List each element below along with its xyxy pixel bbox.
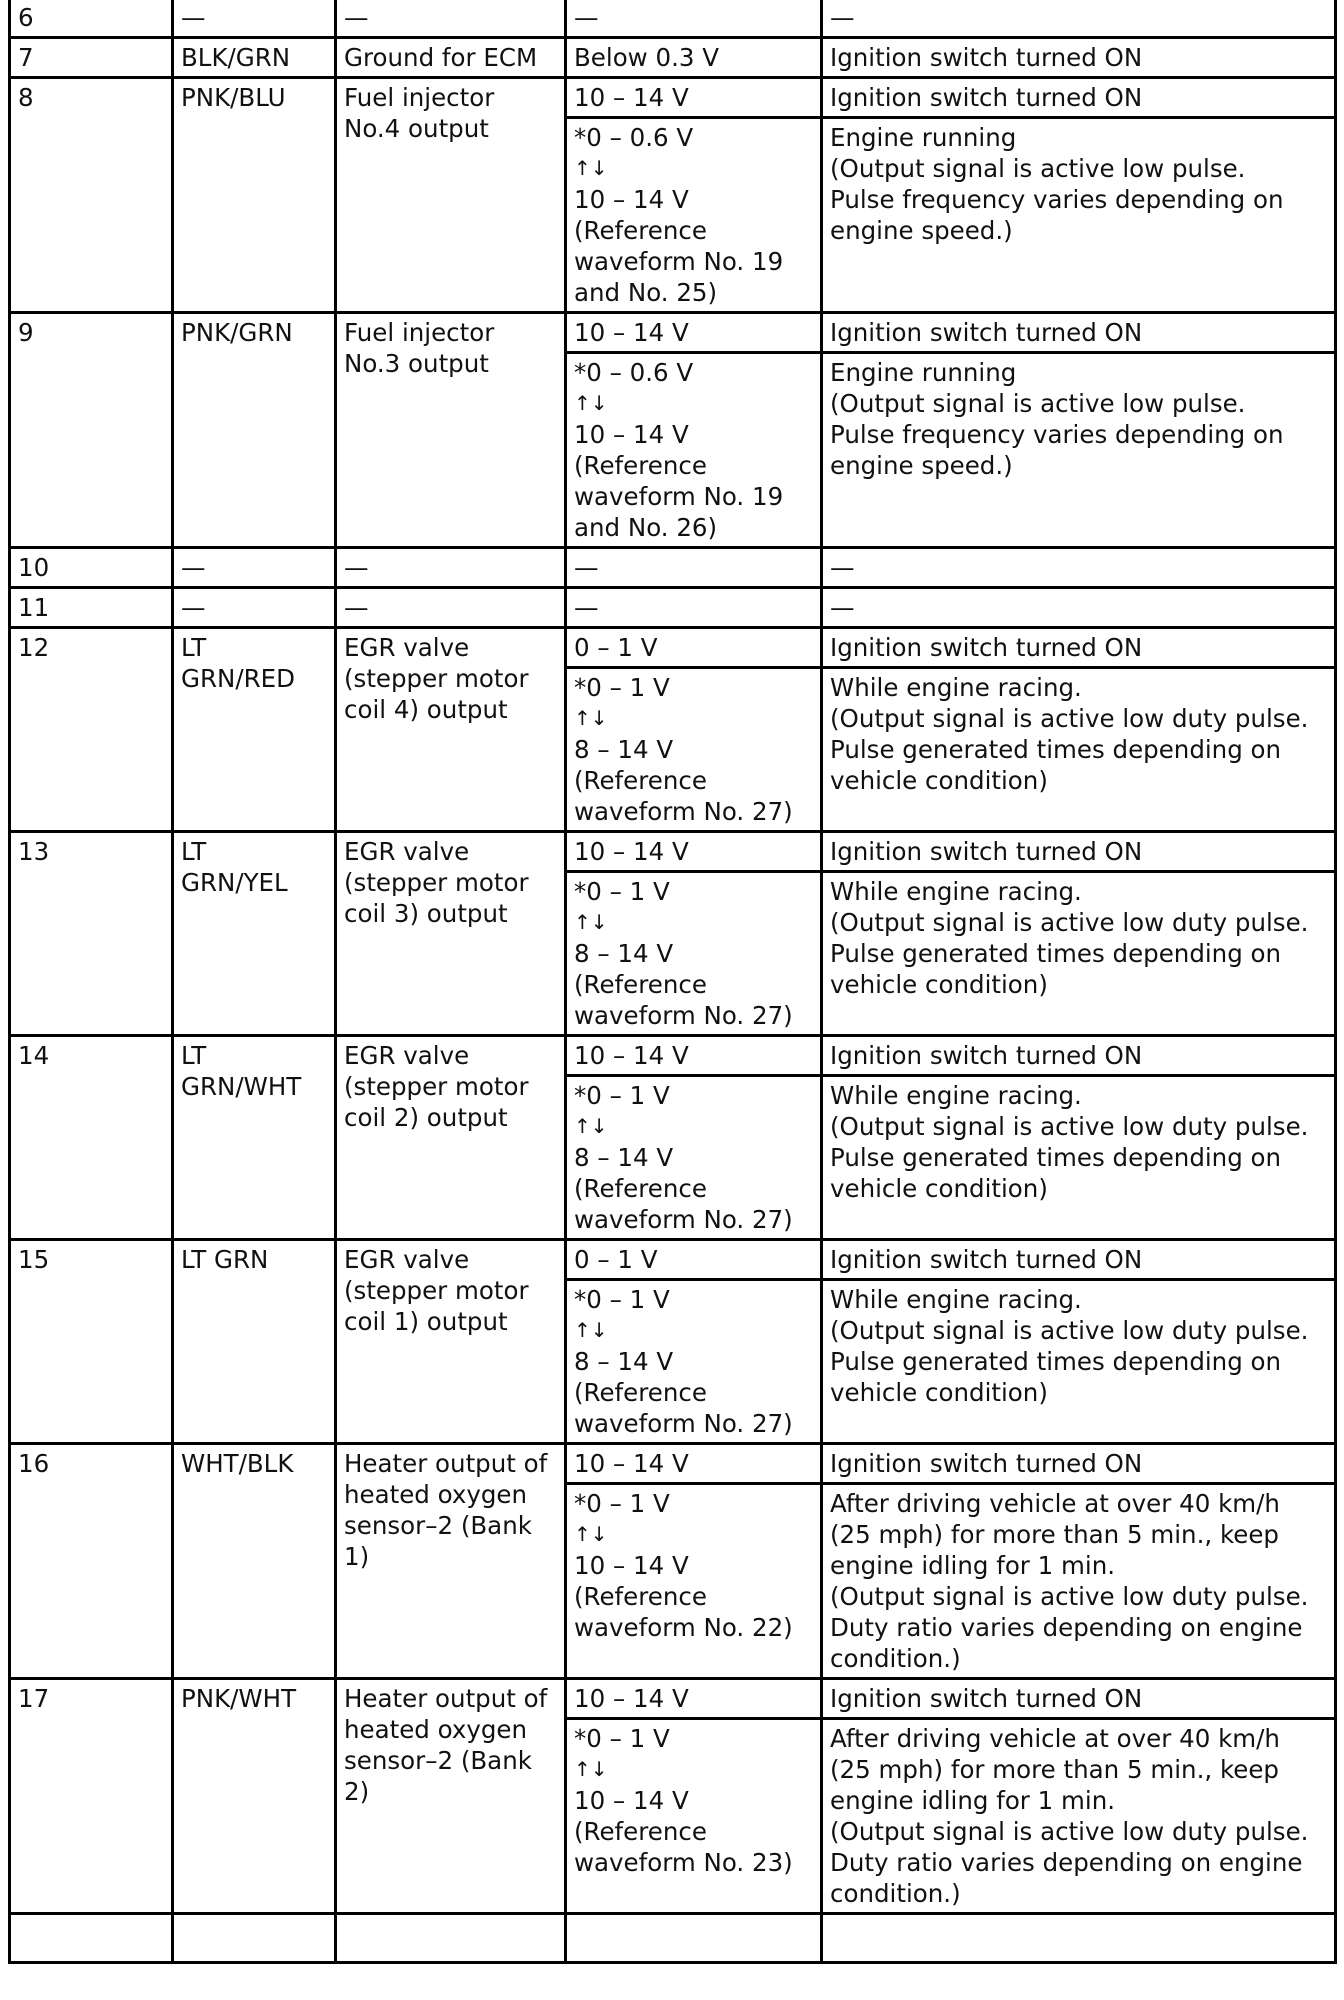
voltage-line: 8 – 14 V	[574, 1143, 674, 1172]
item-description	[336, 38, 566, 78]
test-condition	[822, 628, 1336, 668]
test-condition	[822, 832, 1336, 872]
test-condition	[822, 1719, 1336, 1914]
terminal-number: 9	[10, 313, 173, 548]
description-line: —	[344, 3, 369, 32]
condition-line: (Output signal is active low duty pulse.	[830, 1817, 1309, 1846]
voltage-value	[566, 1679, 822, 1719]
condition-line: Ignition switch turned ON	[830, 43, 1143, 72]
description-line: No.4 output	[344, 114, 489, 143]
test-condition	[822, 588, 1336, 628]
up-down-arrow-icon: ↑↓	[574, 1522, 608, 1546]
voltage-value	[566, 1719, 822, 1914]
condition-line: Pulse frequency varies depending on	[830, 185, 1284, 214]
condition-line: (Output signal is active low pulse.	[830, 389, 1246, 418]
condition-line: —	[830, 553, 855, 582]
voltage-line: waveform No. 19	[574, 247, 784, 276]
condition-line: (Output signal is active low pulse.	[830, 154, 1246, 183]
condition-line: (25 mph) for more than 5 min., keep	[830, 1755, 1279, 1784]
voltage-value	[566, 548, 822, 588]
empty-cell	[173, 1914, 336, 1963]
condition-line: —	[830, 3, 855, 32]
condition-line: Ignition switch turned ON	[830, 1245, 1143, 1274]
description-line: sensor–2 (Bank	[344, 1746, 532, 1775]
table-row	[10, 313, 1336, 353]
condition-line: Ignition switch turned ON	[830, 837, 1143, 866]
table-row	[10, 78, 1336, 118]
voltage-line: (Reference	[574, 1174, 707, 1203]
wire-color: PNK/WHT	[173, 1679, 336, 1914]
description-line: heated oxygen	[344, 1715, 528, 1744]
test-condition	[822, 1036, 1336, 1076]
description-line: No.3 output	[344, 349, 489, 378]
voltage-line: 8 – 14 V	[574, 735, 674, 764]
table-body	[10, 0, 1336, 1963]
voltage-line: (Reference	[574, 766, 707, 795]
voltage-line: (Reference	[574, 1582, 707, 1611]
up-down-arrow-icon: ↑↓	[574, 1114, 608, 1138]
voltage-line: 10 – 14 V	[574, 420, 689, 449]
voltage-line: waveform No. 27)	[574, 1409, 793, 1438]
table-row	[10, 628, 1336, 668]
up-down-arrow-icon: ↑↓	[574, 391, 608, 415]
description-line: coil 1) output	[344, 1307, 508, 1336]
table-row	[10, 1036, 1336, 1076]
voltage-value	[566, 1036, 822, 1076]
voltage-value	[566, 78, 822, 118]
empty-cell	[10, 1914, 173, 1963]
voltage-line: *0 – 1 V	[574, 1285, 670, 1314]
condition-line: (25 mph) for more than 5 min., keep	[830, 1520, 1279, 1549]
voltage-line: waveform No. 23)	[574, 1848, 793, 1877]
voltage-value	[566, 1280, 822, 1444]
terminal-number: 13	[10, 832, 173, 1036]
test-condition	[822, 1076, 1336, 1240]
voltage-line: Below 0.3 V	[574, 43, 720, 72]
item-description	[336, 78, 566, 313]
up-down-arrow-icon: ↑↓	[574, 1757, 608, 1781]
condition-line: vehicle condition)	[830, 1174, 1048, 1203]
terminal-number: 14	[10, 1036, 173, 1240]
terminal-number: 16	[10, 1444, 173, 1679]
description-line: (stepper motor	[344, 1276, 529, 1305]
voltage-line: and No. 26)	[574, 513, 718, 542]
voltage-value	[566, 313, 822, 353]
condition-line: Ignition switch turned ON	[830, 1449, 1143, 1478]
voltage-line: 8 – 14 V	[574, 939, 674, 968]
condition-line: engine speed.)	[830, 451, 1013, 480]
test-condition	[822, 118, 1336, 313]
item-description	[336, 313, 566, 548]
condition-line: engine idling for 1 min.	[830, 1786, 1116, 1815]
description-line: —	[344, 593, 369, 622]
voltage-line: 10 – 14 V	[574, 185, 689, 214]
condition-line: (Output signal is active low duty pulse.	[830, 1582, 1309, 1611]
table-row	[10, 38, 1336, 78]
table-row	[10, 548, 1336, 588]
table-row	[10, 832, 1336, 872]
voltage-line: —	[574, 593, 599, 622]
condition-line: Duty ratio varies depending on engine	[830, 1848, 1303, 1877]
voltage-line: 10 – 14 V	[574, 83, 689, 112]
condition-line: Ignition switch turned ON	[830, 83, 1143, 112]
test-condition	[822, 353, 1336, 548]
description-line: Fuel injector	[344, 83, 495, 112]
condition-line: Engine running	[830, 358, 1017, 387]
condition-line: (Output signal is active low duty pulse.	[830, 1112, 1309, 1141]
description-line: Heater output of	[344, 1449, 548, 1478]
test-condition	[822, 548, 1336, 588]
wire-color: —	[173, 0, 336, 38]
terminal-number: 8	[10, 78, 173, 313]
empty-cell	[566, 1914, 822, 1963]
voltage-line: —	[574, 3, 599, 32]
wire-color: —	[173, 548, 336, 588]
test-condition	[822, 38, 1336, 78]
voltage-line: waveform No. 27)	[574, 1001, 793, 1030]
description-line: (stepper motor	[344, 664, 529, 693]
terminal-number: 10	[10, 548, 173, 588]
empty-cell	[822, 1914, 1336, 1963]
voltage-line: waveform No. 19	[574, 482, 784, 511]
condition-line: vehicle condition)	[830, 766, 1048, 795]
description-line: EGR valve	[344, 1041, 470, 1070]
wire-color: WHT/BLK	[173, 1444, 336, 1679]
item-description	[336, 1444, 566, 1679]
condition-line: engine speed.)	[830, 216, 1013, 245]
voltage-value	[566, 1240, 822, 1280]
voltage-line: 8 – 14 V	[574, 1347, 674, 1376]
voltage-line: 10 – 14 V	[574, 837, 689, 866]
condition-line: Duty ratio varies depending on engine	[830, 1613, 1303, 1642]
voltage-value	[566, 1076, 822, 1240]
voltage-value	[566, 588, 822, 628]
voltage-line: waveform No. 27)	[574, 1205, 793, 1234]
voltage-line: *0 – 1 V	[574, 1489, 670, 1518]
condition-line: engine idling for 1 min.	[830, 1551, 1116, 1580]
voltage-line: *0 – 1 V	[574, 1081, 670, 1110]
voltage-line: *0 – 0.6 V	[574, 123, 694, 152]
description-line: coil 3) output	[344, 899, 508, 928]
condition-line: Ignition switch turned ON	[830, 1041, 1143, 1070]
condition-line: Pulse generated times depending on	[830, 939, 1282, 968]
voltage-value	[566, 872, 822, 1036]
item-description	[336, 832, 566, 1036]
condition-line: Pulse generated times depending on	[830, 1143, 1282, 1172]
condition-line: (Output signal is active low duty pulse.	[830, 908, 1309, 937]
terminal-number: 15	[10, 1240, 173, 1444]
item-description	[336, 1036, 566, 1240]
voltage-value	[566, 1444, 822, 1484]
condition-line: (Output signal is active low duty pulse.	[830, 1316, 1309, 1345]
voltage-line: 10 – 14 V	[574, 1684, 689, 1713]
condition-line: While engine racing.	[830, 1285, 1082, 1314]
up-down-arrow-icon: ↑↓	[574, 706, 608, 730]
item-description	[336, 1679, 566, 1914]
voltage-line: 10 – 14 V	[574, 318, 689, 347]
voltage-line: *0 – 1 V	[574, 1724, 670, 1753]
test-condition	[822, 1484, 1336, 1679]
test-condition	[822, 872, 1336, 1036]
voltage-line: 0 – 1 V	[574, 633, 658, 662]
condition-line: While engine racing.	[830, 877, 1082, 906]
test-condition	[822, 668, 1336, 832]
voltage-line: and No. 25)	[574, 278, 718, 307]
voltage-line: *0 – 1 V	[574, 673, 670, 702]
voltage-line: waveform No. 27)	[574, 797, 793, 826]
terminal-number: 7	[10, 38, 173, 78]
up-down-arrow-icon: ↑↓	[574, 910, 608, 934]
voltage-line: waveform No. 22)	[574, 1613, 793, 1642]
condition-line: —	[830, 593, 855, 622]
voltage-line: 10 – 14 V	[574, 1786, 689, 1815]
condition-line: Ignition switch turned ON	[830, 318, 1143, 347]
voltage-value	[566, 0, 822, 38]
voltage-value	[566, 832, 822, 872]
voltage-value	[566, 1484, 822, 1679]
description-line: Heater output of	[344, 1684, 548, 1713]
voltage-value	[566, 628, 822, 668]
condition-line: While engine racing.	[830, 673, 1082, 702]
description-line: Fuel injector	[344, 318, 495, 347]
test-condition	[822, 1444, 1336, 1484]
ecm-terminal-table	[8, 0, 1337, 1964]
description-line: Ground for ECM	[344, 43, 538, 72]
item-description	[336, 0, 566, 38]
condition-line: condition.)	[830, 1879, 961, 1908]
condition-line: Ignition switch turned ON	[830, 1684, 1143, 1713]
test-condition	[822, 313, 1336, 353]
description-line: EGR valve	[344, 837, 470, 866]
empty-cell	[336, 1914, 566, 1963]
table-row	[10, 588, 1336, 628]
item-description	[336, 1240, 566, 1444]
condition-line: condition.)	[830, 1644, 961, 1673]
voltage-line: 10 – 14 V	[574, 1041, 689, 1070]
table-row	[10, 1679, 1336, 1719]
condition-line: While engine racing.	[830, 1081, 1082, 1110]
up-down-arrow-icon: ↑↓	[574, 156, 608, 180]
voltage-line: —	[574, 553, 599, 582]
wire-color: PNK/BLU	[173, 78, 336, 313]
description-line: EGR valve	[344, 633, 470, 662]
terminal-number: 12	[10, 628, 173, 832]
condition-line: vehicle condition)	[830, 1378, 1048, 1407]
description-line: heated oxygen	[344, 1480, 528, 1509]
test-condition	[822, 1240, 1336, 1280]
voltage-line: 10 – 14 V	[574, 1551, 689, 1580]
voltage-line: 10 – 14 V	[574, 1449, 689, 1478]
wire-color: PNK/GRN	[173, 313, 336, 548]
item-description	[336, 588, 566, 628]
voltage-line: *0 – 1 V	[574, 877, 670, 906]
terminal-number: 17	[10, 1679, 173, 1914]
voltage-line: (Reference	[574, 1817, 707, 1846]
condition-line: Pulse generated times depending on	[830, 735, 1282, 764]
voltage-line: *0 – 0.6 V	[574, 358, 694, 387]
wire-color: LT GRN	[173, 1240, 336, 1444]
wire-color: LT GRN/RED	[173, 628, 336, 832]
description-line: —	[344, 553, 369, 582]
test-condition	[822, 1679, 1336, 1719]
condition-line: Pulse frequency varies depending on	[830, 420, 1284, 449]
test-condition	[822, 0, 1336, 38]
condition-line: Ignition switch turned ON	[830, 633, 1143, 662]
condition-line: (Output signal is active low duty pulse.	[830, 704, 1309, 733]
description-line: coil 2) output	[344, 1103, 508, 1132]
table-row	[10, 1240, 1336, 1280]
description-line: 1)	[344, 1542, 370, 1571]
voltage-value	[566, 38, 822, 78]
voltage-value	[566, 118, 822, 313]
test-condition	[822, 78, 1336, 118]
voltage-value	[566, 353, 822, 548]
voltage-line: (Reference	[574, 216, 707, 245]
condition-line: Engine running	[830, 123, 1017, 152]
wire-color: —	[173, 588, 336, 628]
item-description	[336, 628, 566, 832]
table-row-cutoff	[10, 1914, 1336, 1963]
condition-line: After driving vehicle at over 40 km/h	[830, 1724, 1280, 1753]
wire-color: LT GRN/YEL	[173, 832, 336, 1036]
description-line: (stepper motor	[344, 868, 529, 897]
voltage-line: (Reference	[574, 1378, 707, 1407]
wire-color: LT GRN/WHT	[173, 1036, 336, 1240]
description-line: 2)	[344, 1777, 370, 1806]
description-line: EGR valve	[344, 1245, 470, 1274]
up-down-arrow-icon: ↑↓	[574, 1318, 608, 1342]
voltage-line: 0 – 1 V	[574, 1245, 658, 1274]
voltage-value	[566, 668, 822, 832]
voltage-line: (Reference	[574, 970, 707, 999]
test-condition	[822, 1280, 1336, 1444]
condition-line: vehicle condition)	[830, 970, 1048, 999]
terminal-number: 11	[10, 588, 173, 628]
description-line: (stepper motor	[344, 1072, 529, 1101]
terminal-number: 6	[10, 0, 173, 38]
condition-line: After driving vehicle at over 40 km/h	[830, 1489, 1280, 1518]
table-row	[10, 0, 1336, 38]
wire-color: BLK/GRN	[173, 38, 336, 78]
description-line: sensor–2 (Bank	[344, 1511, 532, 1540]
condition-line: Pulse generated times depending on	[830, 1347, 1282, 1376]
item-description	[336, 548, 566, 588]
description-line: coil 4) output	[344, 695, 508, 724]
voltage-line: (Reference	[574, 451, 707, 480]
table-row	[10, 1444, 1336, 1484]
